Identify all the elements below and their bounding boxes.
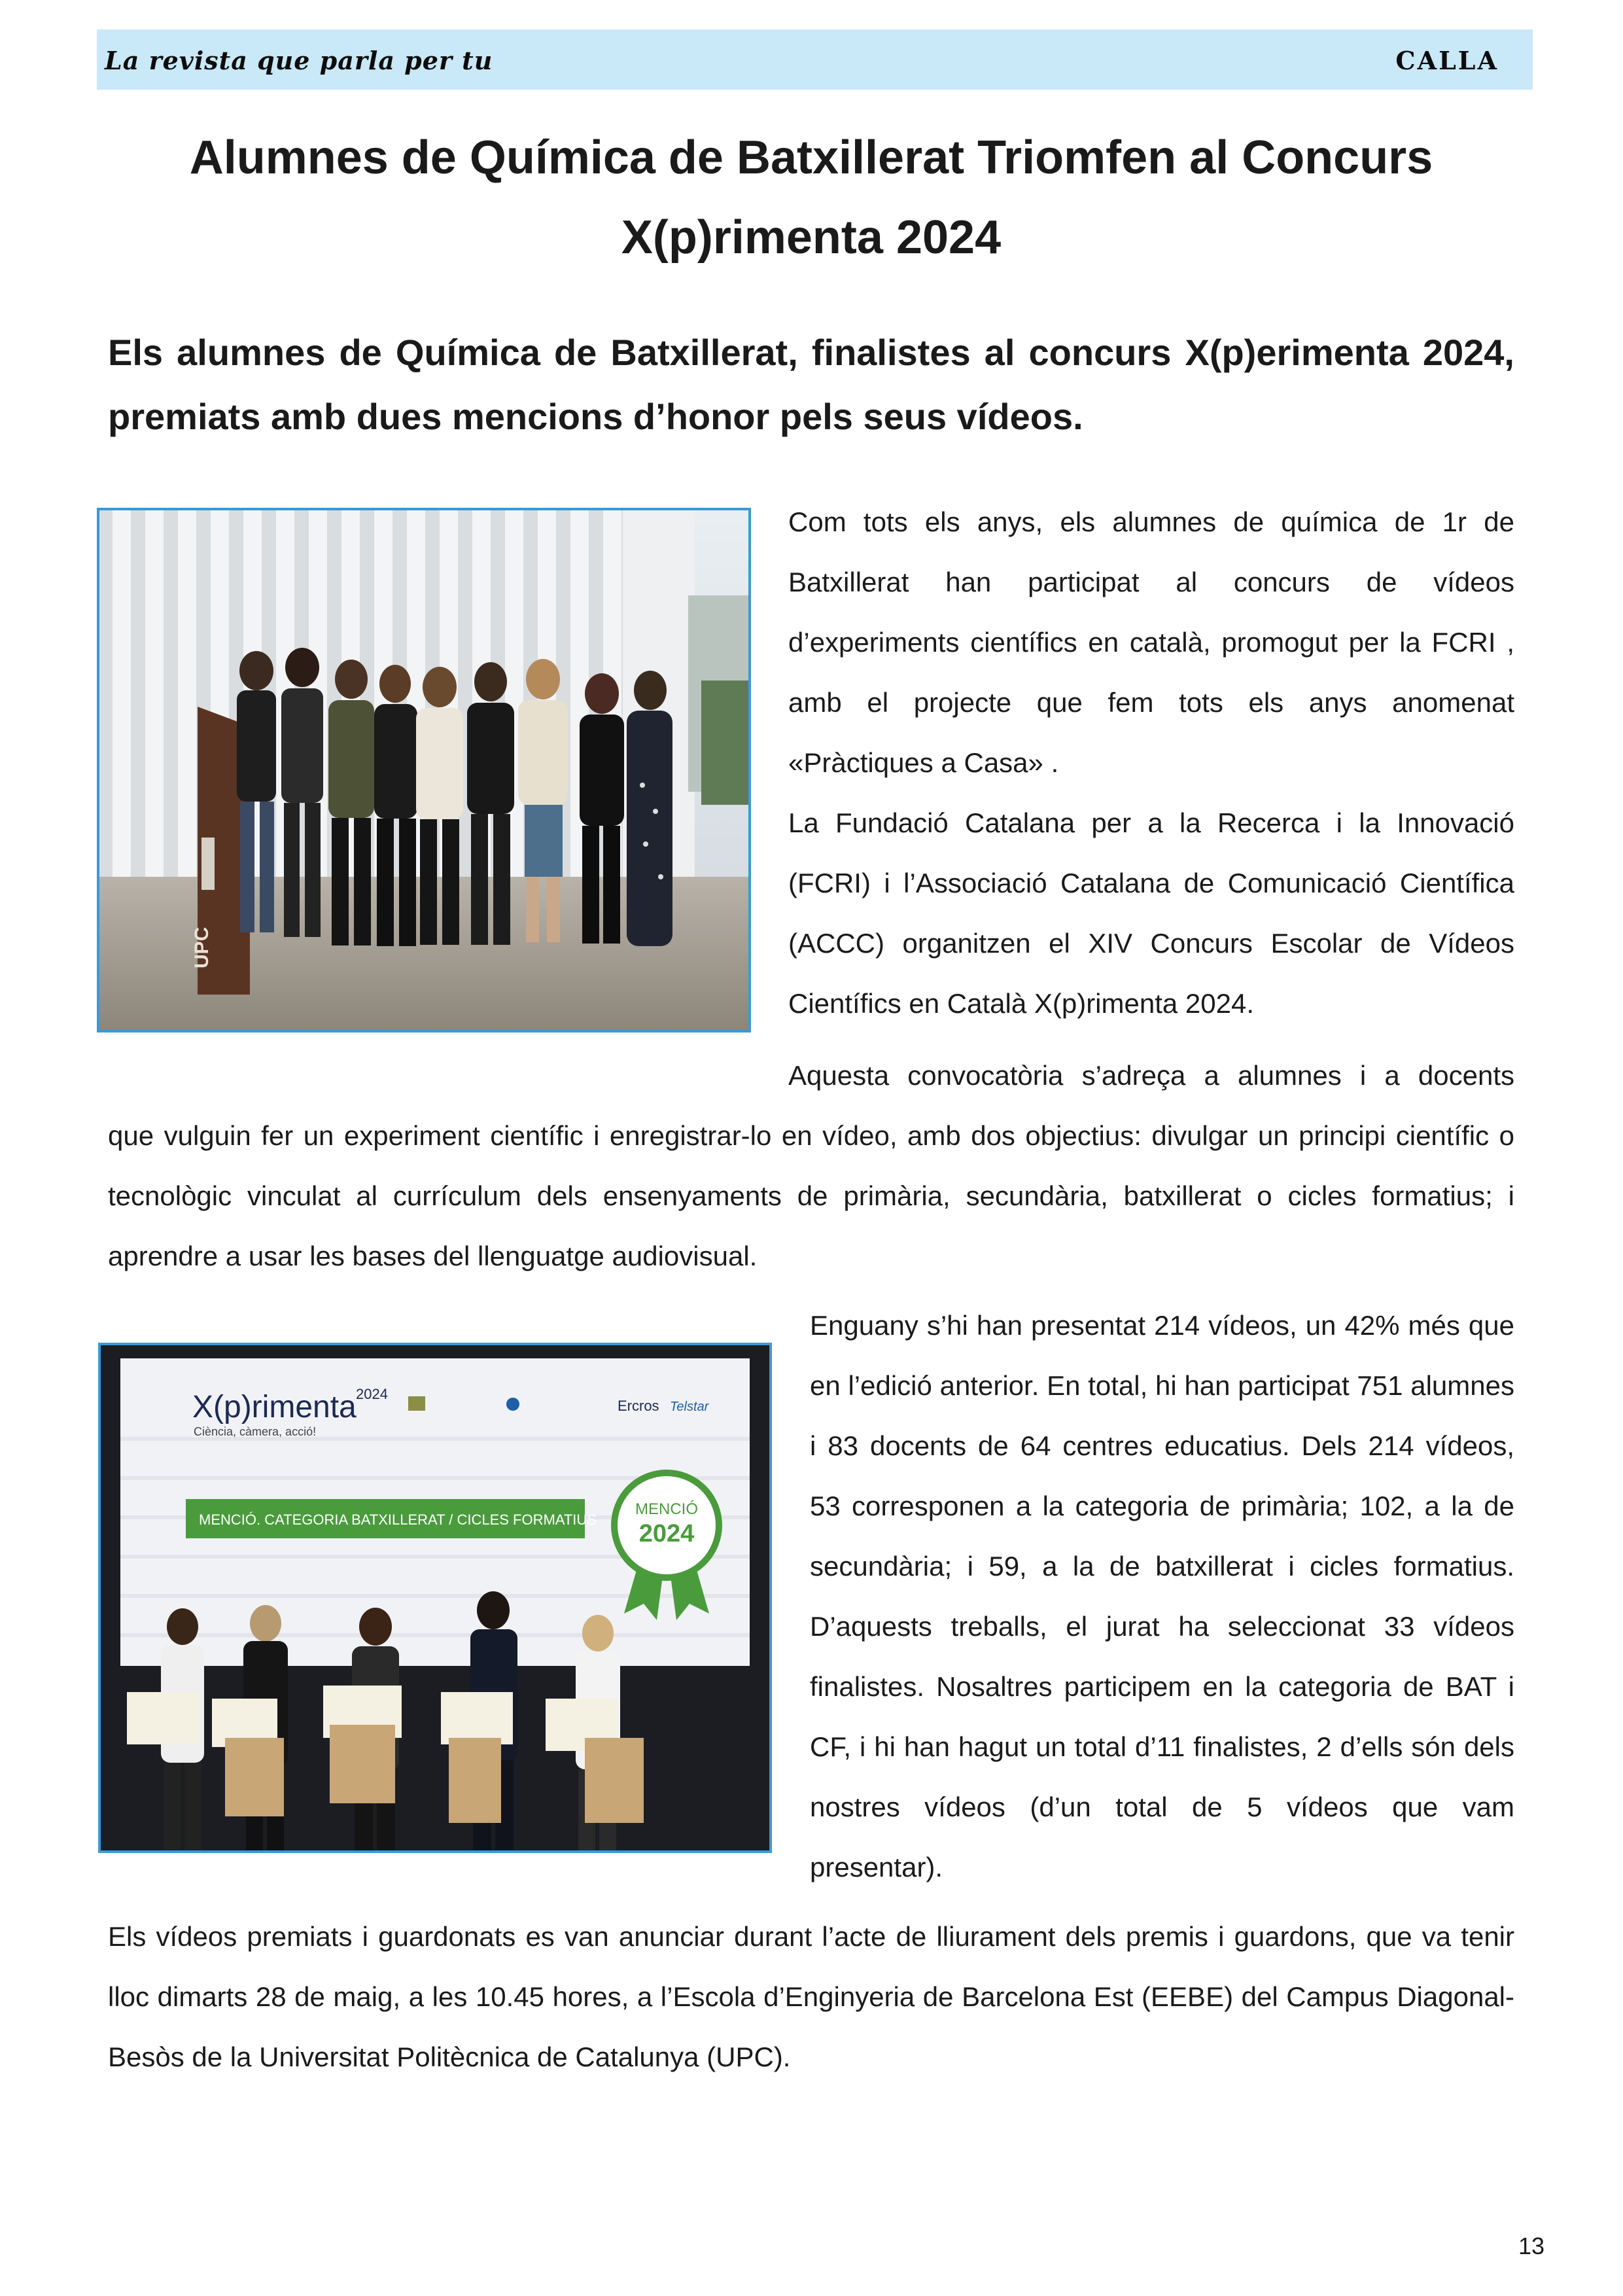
page-number: 13 xyxy=(1518,2233,1544,2259)
paragraph-convocatoria: que vulguin fer un experiment científic i enregistrar-lo en vídeo, amb dos objectius: divulgar un principi científic o tecnològic vinculat al currículum dels ensenyaments de primària, secundària, batxillerat o cicles formatius; i aprendre a usar les bases del llenguatge audiovisual. xyxy=(108,1120,1514,1271)
group-photo xyxy=(97,508,751,1033)
upc-sign-text: UPC xyxy=(191,927,213,968)
ceremony-photo xyxy=(98,1343,772,1853)
paragraph-intro: Com tots els anys, els alumnes de química de 1r de Batxillerat han participat al concurs de vídeos d’experiments científics en català, promogut per la FCRI , amb el projecte que fem tots els anys anomenat «Pràctiques a Casa» . xyxy=(788,506,1514,778)
article-subtitle: Els alumnes de Química de Batxillerat, finalistes al concurs X(p)erimenta 2024, premiats amb dues mencions d’honor pels seus vídeos. xyxy=(108,332,1514,437)
sponsor-telstar: Telstar xyxy=(670,1400,709,1414)
magazine-tagline: La revista que parla per tu xyxy=(105,46,493,75)
article-title: Alumnes de Química de Batxillerat Triomfen al Concurs X(p)rimenta 2024 xyxy=(189,132,1433,264)
badge-year: 2024 xyxy=(638,1520,695,1547)
screen-banner: MENCIÓ. CATEGORIA BATXILLERAT / CICLES FORMATIUS xyxy=(199,1511,597,1528)
paragraph-convocatoria-lead: Aquesta convocatòria s’adreça a alumnes i a docents xyxy=(788,1060,1514,1091)
sponsor-ercros: Ercros xyxy=(618,1398,659,1414)
paragraph-ceremony: Els vídeos premiats i guardonats es van anunciar durant l’acte de lliurament dels premis i guardons, que va tenir lloc dimarts 28 de maig, a les 10.45 hores, a l’Escola d’Enginyeria de Barcelona Est (EEBE) del Campus Diagonal-Besòs de la Universitat Politècnica de Catalunya (UPC). xyxy=(108,1921,1514,2072)
magazine-name: CALLA xyxy=(1395,46,1499,75)
paragraph-statistics: Enguany s’hi han presentat 214 vídeos, un 42% més que en l’edició anterior. En total, hi han participat 751 alumnes i 83 docents de 64 centres educatius. Dels 214 vídeos, 53 corresponen a la categoria de primària; 102, a la de secundària; i 59, a la de batxillerat i cicles formatius. D’aquests treballs, el jurat ha seleccionat 33 vídeos finalistes. Nosaltres participem en la categoria de BAT i CF, i hi han hagut un total d’11 finalistes, 2 d’ells són dels nostres vídeos (d’un total de 5 vídeos que vam presentar). xyxy=(810,1310,1514,1882)
screen-logo: X(p)rimenta xyxy=(192,1390,357,1424)
screen-tagline: Ciència, càmera, acció! xyxy=(194,1425,317,1438)
paragraph-fcri: La Fundació Catalana per a la Recerca i la Innovació (FCRI) i l’Associació Catalana de Comunicació Científica (ACCC) organitzen el XIV Concurs Escolar de Vídeos Científics en Català X(p)rimenta 2024. xyxy=(788,807,1514,1019)
badge-label: MENCIÓ xyxy=(635,1500,698,1518)
screen-year: 2024 xyxy=(356,1386,388,1402)
